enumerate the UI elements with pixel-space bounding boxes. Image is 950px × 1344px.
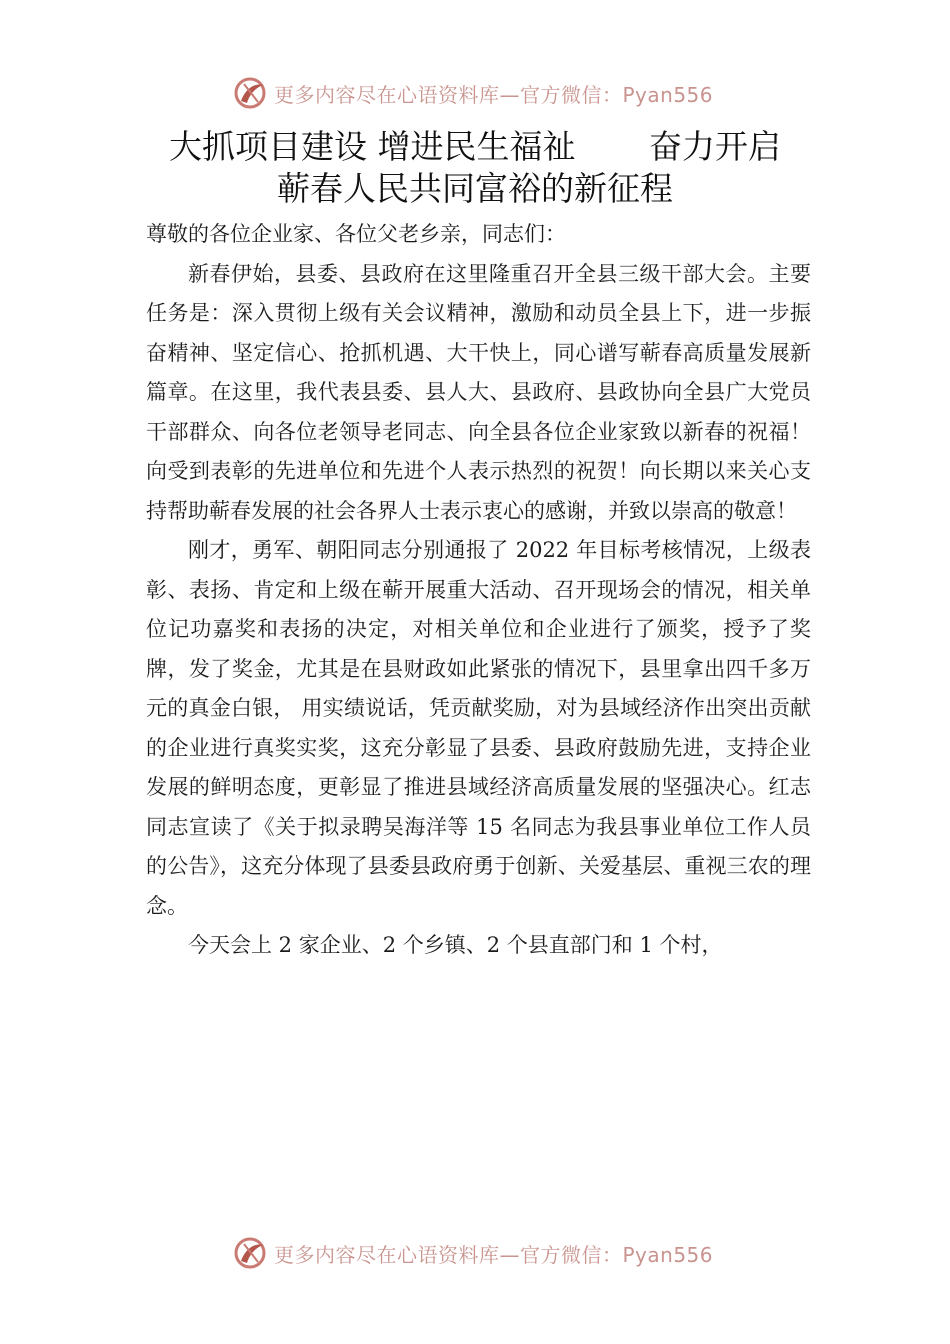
header-watermark <box>232 73 792 113</box>
watermark-text: 更多内容尽在心语资料库—官方微信：Pyan556 <box>274 1242 714 1267</box>
crescent-moon-logo-icon <box>232 75 268 111</box>
watermark-text: 更多内容尽在心语资料库—官方微信：Pyan556 <box>274 82 714 107</box>
crescent-moon-logo-icon <box>232 1235 268 1271</box>
document-title <box>100 126 850 210</box>
paragraph: 新春伊始，县委、县政府在这里隆重召开全县三级干部大会。主要任务是：深入贯彻上级有关会议精神，激励和动员全县上下，进一步振奋精神、坚定信心、抢抓机遇、大干快上，同心谱写蕲春高质量发展新篇章。在这里，我代表县委、县人大、县政府、县政协向全县广大党员干部群众、向各位老领导老同志、向全县各位企业家致以新春的祝福！向受到表彰的先进单位和先进个人表示热烈的祝贺！向长期以来关心支持帮助蕲春发展的社会各界人士表示衷心的感谢，并致以崇高的敬意！ <box>146 261 811 523</box>
footer-watermark <box>232 1233 792 1273</box>
document-body <box>146 215 811 966</box>
title-line-2: 蕲春人民共同富裕的新征程 <box>277 169 673 208</box>
paragraph: 刚才，勇军、朝阳同志分别通报了 2022 年目标考核情况，上级表彰、表扬、肯定和上级在蕲开展重大活动、召开现场会的情况，相关单位记功嘉奖和表扬的决定，对相关单位和企业进行了颁奖，授予了奖牌，发了奖金，尤其是在县财政如此紧张的情况下，县里拿出四千多万元的真金白银， 用实绩说话，凭贡献奖励，对为县域经济作出突出贡献的企业进行真奖实奖，这充分彰显了县委、县政府鼓励先进，支持企业发展的鲜明态度，更彰显了推进县域经济高质量发展的坚强决心。红志同志宣读了《关于拟录聘吴海洋等 15 名同志为我县事业单位工作人员的公告》，这充分体现了县委县政府勇于创新、关爱基层、重视三农的理念。 <box>146 538 811 918</box>
title-line-1: 大抓项目建设 增进民生福祉 奋力开启 <box>169 127 781 166</box>
paragraph: 今天会上 2 家企业、2 个乡镇、2 个县直部门和 1 个村， <box>188 933 723 957</box>
salutation: 尊敬的各位企业家、各位父老乡亲，同志们： <box>146 222 566 246</box>
